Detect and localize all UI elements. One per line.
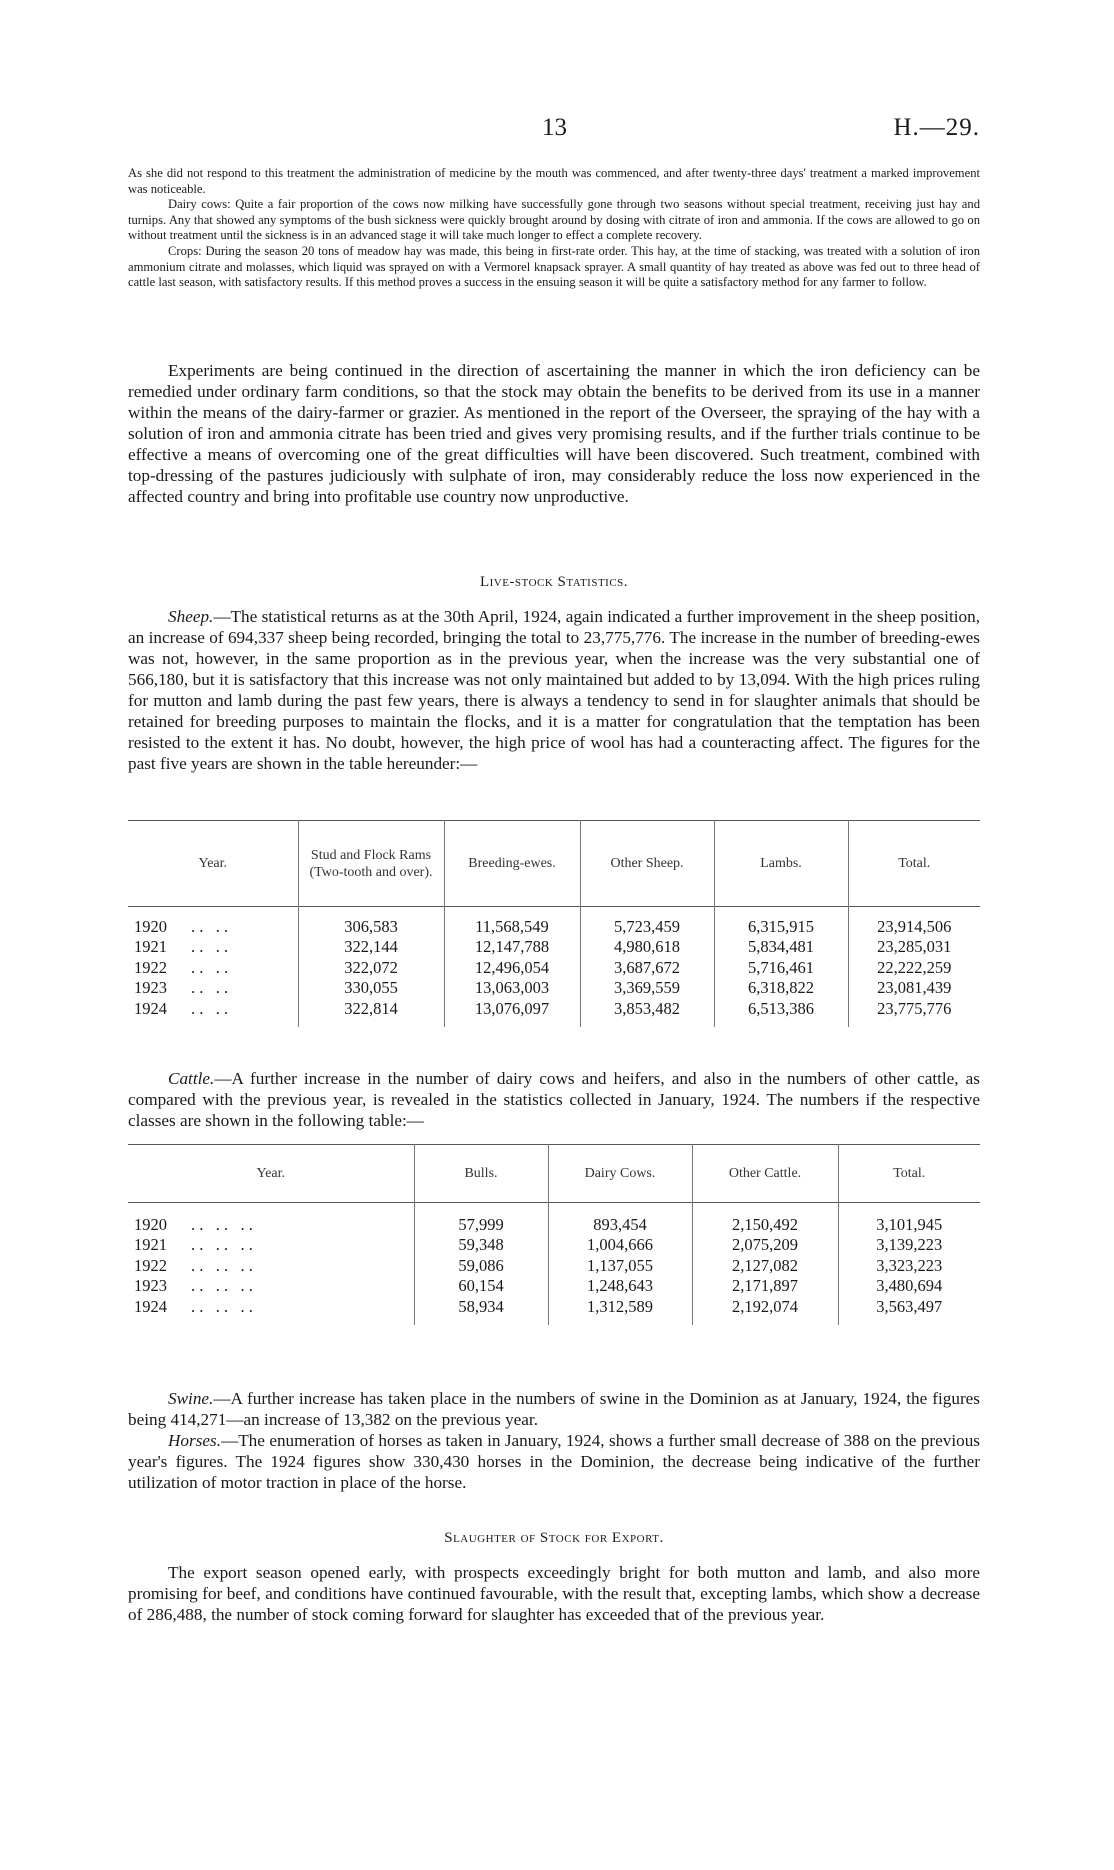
sheep-table-value-cell: 330,055: [298, 978, 444, 999]
sheep-table-row: [128, 978, 980, 999]
cattle-table-value-cell: 2,127,082: [692, 1256, 838, 1277]
sheep-table-value-cell: 11,568,549: [444, 917, 580, 938]
sheep-table-row: [128, 917, 980, 938]
cattle-table-leader-dots: . . . . . .: [191, 1296, 253, 1316]
cattle-table-block: [128, 1144, 980, 1325]
horses-text: —The enumeration of horses as taken in January, 1924, shows a further small decrease of 388 on the previous year's figures. The 1924 figures show 330,430 horses in the Dominion, the decrease being indicative of the further utilization of motor traction in place of the horse.: [128, 1431, 980, 1492]
swine-label: Swine.: [168, 1389, 214, 1408]
sheep-table-value-cell: 5,716,461: [714, 958, 848, 979]
sheep-table-value-cell: 322,072: [298, 958, 444, 979]
sheep-table: [128, 820, 980, 1027]
cattle-table-row: [128, 1235, 980, 1256]
sheep-table-leader-dots: . . . .: [191, 998, 229, 1018]
cattle-table-value-cell: 3,480,694: [838, 1276, 980, 1297]
sheep-paragraph: [128, 606, 980, 774]
sheep-table-row: [128, 999, 980, 1020]
cattle-table-body: [128, 1203, 980, 1326]
sheep-table-leader-dots: . . . .: [191, 937, 229, 957]
sheep-table-year: 1921: [134, 937, 167, 957]
sheep-col-rams: Stud and Flock Rams (Two-tooth and over).: [298, 821, 444, 907]
sheep-table-value-cell: 306,583: [298, 917, 444, 938]
sheep-table-leader-dots: . . . .: [191, 957, 229, 977]
sheep-table-year: 1920: [134, 916, 167, 936]
cattle-table-row: [128, 1215, 980, 1236]
cattle-table-year: 1921: [134, 1235, 167, 1255]
sheep-table-body: [128, 907, 980, 1028]
cattle-table-year-cell: [128, 1256, 414, 1277]
sheep-table-value-cell: 6,513,386: [714, 999, 848, 1020]
cattle-section: [128, 1068, 980, 1131]
sheep-table-value-cell: 12,496,054: [444, 958, 580, 979]
cattle-table-leader-dots: . . . . . .: [191, 1276, 253, 1296]
cattle-table-value-cell: 1,248,643: [548, 1276, 692, 1297]
sheep-table-value-cell: 23,285,031: [848, 937, 980, 958]
swine-text: —A further increase has taken place in the numbers of swine in the Dominion as at January, 1924, the figures being 414,271—an increase of 13,382 on the previous year.: [128, 1389, 980, 1429]
sheep-table-value-cell: 322,144: [298, 937, 444, 958]
cattle-table-value-cell: 3,101,945: [838, 1215, 980, 1236]
cattle-col-bulls: Bulls.: [414, 1145, 548, 1203]
cattle-table-year-cell: [128, 1297, 414, 1318]
horses-paragraph: [128, 1430, 980, 1493]
livestock-heading-block: [128, 574, 980, 591]
cattle-table-leader-dots: . . . . . .: [191, 1235, 253, 1255]
cattle-col-year: Year.: [256, 1166, 286, 1181]
cattle-table-value-cell: 3,323,223: [838, 1256, 980, 1277]
sheep-table-value-cell: 6,315,915: [714, 917, 848, 938]
sheep-table-value-cell: 12,147,788: [444, 937, 580, 958]
cattle-table-value-cell: 2,171,897: [692, 1276, 838, 1297]
sheep-table-value-cell: 23,775,776: [848, 999, 980, 1020]
cattle-table-value-cell: 1,004,666: [548, 1235, 692, 1256]
slaughter-heading: Slaughter of Stock for Export.: [444, 1530, 664, 1546]
slaughter-paragraph: The export season opened early, with prospects exceedingly bright for both mutton and lamb, and also more promising for beef, and conditions have continued favourable, with the result that, excepting lambs, which show a decrease of 286,488, the number of stock coming forward for slaughter has exceeded that of the previous year.: [128, 1563, 980, 1624]
sheep-table-value-cell: 22,222,259: [848, 958, 980, 979]
sheep-table-year-cell: [128, 937, 298, 958]
slaughter-heading-block: [128, 1530, 980, 1547]
sheep-col-other: Other Sheep.: [580, 821, 714, 907]
page-number: 13: [542, 114, 567, 141]
cattle-label: Cattle.: [168, 1069, 215, 1088]
sheep-col-total: Total.: [848, 821, 980, 907]
cattle-table-leader-dots: . . . . . .: [191, 1255, 253, 1275]
cattle-table-value-cell: 57,999: [414, 1215, 548, 1236]
sheep-table-value-cell: 3,369,559: [580, 978, 714, 999]
sheep-table-value-cell: 23,081,439: [848, 978, 980, 999]
cattle-table-value-cell: 2,192,074: [692, 1297, 838, 1318]
sheep-table-leader-dots: . . . .: [191, 978, 229, 998]
slaughter-section: [128, 1562, 980, 1625]
cattle-table-value-cell: 60,154: [414, 1276, 548, 1297]
cattle-table-leader-dots: . . . . . .: [191, 1214, 253, 1234]
cattle-table-row: [128, 1256, 980, 1277]
cattle-table-row: [128, 1297, 980, 1318]
sheep-table-value-cell: 5,834,481: [714, 937, 848, 958]
swine-paragraph: [128, 1388, 980, 1430]
sheep-col-year: Year.: [198, 856, 228, 871]
horses-label: Horses.: [168, 1431, 221, 1450]
sheep-label: Sheep.: [168, 607, 214, 626]
cattle-table-year-cell: [128, 1276, 414, 1297]
sheep-table-value-cell: 3,687,672: [580, 958, 714, 979]
excerpt-paragraph: As she did not respond to this treatment the administration of medicine by the mouth was commenced, and after twenty-three days' treatment a marked improvement was noticeable.: [128, 166, 980, 196]
sheep-table-row: [128, 937, 980, 958]
cattle-paragraph: [128, 1068, 980, 1131]
paper-reference: H.—29.: [893, 114, 980, 141]
cattle-table-year: 1923: [134, 1276, 167, 1296]
sheep-table-row: [128, 958, 980, 979]
sheep-table-year-cell: [128, 958, 298, 979]
sheep-table-value-cell: 3,853,482: [580, 999, 714, 1020]
experiments-section: [128, 360, 980, 507]
excerpt-paragraph-dairy: Dairy cows: Quite a fair proportion of the cows now milking have successfully gone through two seasons without special treatment, receiving just hay and turnips. Any that showed any symptoms of the bush sickness were quickly brought around by dosing with citrate of iron and ammonia. If the cows are allowed to go on without treatment until the sickness is in an advanced stage it will take much longer to effect a complete recovery.: [128, 197, 980, 243]
sheep-table-value-cell: 13,076,097: [444, 999, 580, 1020]
cattle-text: —A further increase in the number of dairy cows and heifers, and also in the numbers of other cattle, as compared with the previous year, is revealed in the statistics collected in January, 1924. The numbers if the respective classes are shown in the following table:—: [128, 1069, 980, 1130]
sheep-section: [128, 606, 980, 774]
sheep-col-lambs: Lambs.: [714, 821, 848, 907]
cattle-col-other: Other Cattle.: [692, 1145, 838, 1203]
sheep-table-block: [128, 820, 980, 1027]
report-excerpt: [128, 166, 980, 291]
cattle-table-value-cell: 59,086: [414, 1256, 548, 1277]
livestock-heading: Live-stock Statistics.: [479, 574, 629, 590]
experiments-paragraph: Experiments are being continued in the direction of ascertaining the manner in which the iron deficiency can be remedied under ordinary farm conditions, so that the stock may obtain the benefits to be derived from its use in a manner within the means of the dairy-farmer or grazier. As mentioned in the report of the Overseer, the spraying of the hay with a solution of iron and ammonia citrate has been tried and gives very promising results, and if the further trials continue to be effective a means of overcoming one of the great difficulties will have been discovered. Such treatment, combined with top-dressing of the pastures judiciously with sulphate of iron, may considerably reduce the loss now experienced in the affected country and bring into profitable use country now unproductive.: [128, 361, 980, 506]
sheep-table-value-cell: 13,063,003: [444, 978, 580, 999]
cattle-table-value-cell: 58,934: [414, 1297, 548, 1318]
cattle-table-value-cell: 2,150,492: [692, 1215, 838, 1236]
sheep-table-value-cell: 5,723,459: [580, 917, 714, 938]
sheep-table-year-cell: [128, 917, 298, 938]
sheep-table-value-cell: 6,318,822: [714, 978, 848, 999]
cattle-table-value-cell: 3,139,223: [838, 1235, 980, 1256]
cattle-table-value-cell: 59,348: [414, 1235, 548, 1256]
sheep-table-year-cell: [128, 999, 298, 1020]
sheep-table-year: 1924: [134, 998, 167, 1018]
cattle-table-year: 1922: [134, 1255, 167, 1275]
page-header: [128, 114, 980, 148]
cattle-table-year-cell: [128, 1235, 414, 1256]
sheep-table-value-cell: 4,980,618: [580, 937, 714, 958]
sheep-col-ewes: Breeding-ewes.: [444, 821, 580, 907]
cattle-col-total: Total.: [838, 1145, 980, 1203]
sheep-table-value-cell: 23,914,506: [848, 917, 980, 938]
cattle-table-year: 1924: [134, 1296, 167, 1316]
cattle-col-dairy: Dairy Cows.: [548, 1145, 692, 1203]
cattle-table-value-cell: 3,563,497: [838, 1297, 980, 1318]
sheep-table-value-cell: 322,814: [298, 999, 444, 1020]
sheep-text: —The statistical returns as at the 30th April, 1924, again indicated a further improvement in the sheep position, an increase of 694,337 sheep being recorded, bringing the total to 23,775,776. The increase in the number of breeding-ewes was not, however, in the same proportion as in the previous year, when the increase was the very substantial one of 566,180, but it is satisfactory that this increase was not only maintained but added to by 13,094. With the high prices ruling for mutton and lamb during the past few years, there is always a tendency to send in for slaughter animals that should be retained for breeding purposes to maintain the flocks, and it is a matter for congratulation that the temptation has been resisted to the extent it has. No doubt, however, the high price of wool has had a counteracting affect. The figures for the past five years are shown in the table hereunder:—: [128, 607, 980, 773]
cattle-table-year: 1920: [134, 1214, 167, 1234]
sheep-table-year-cell: [128, 978, 298, 999]
cattle-table-value-cell: 1,137,055: [548, 1256, 692, 1277]
sheep-table-year: 1922: [134, 957, 167, 977]
excerpt-paragraph-crops: Crops: During the season 20 tons of meadow hay was made, this being in first-rate order. This hay, at the time of stacking, was treated with a solution of iron ammonium citrate and molasses, which liquid was sprayed on with a Vermorel knapsack sprayer. A small quantity of hay treated as above was fed out to three head of cattle last season, with satisfactory results. If this method proves a success in the ensuing season it will be quite a satisfactory method for any farmer to follow.: [128, 243, 980, 290]
cattle-table-year-cell: [128, 1215, 414, 1236]
cattle-table-value-cell: 893,454: [548, 1215, 692, 1236]
sheep-table-year: 1923: [134, 978, 167, 998]
cattle-table-value-cell: 1,312,589: [548, 1297, 692, 1318]
cattle-table-row: [128, 1276, 980, 1297]
sheep-table-leader-dots: . . . .: [191, 916, 229, 936]
cattle-table-value-cell: 2,075,209: [692, 1235, 838, 1256]
swine-horses-section: [128, 1388, 980, 1493]
cattle-table: [128, 1144, 980, 1325]
